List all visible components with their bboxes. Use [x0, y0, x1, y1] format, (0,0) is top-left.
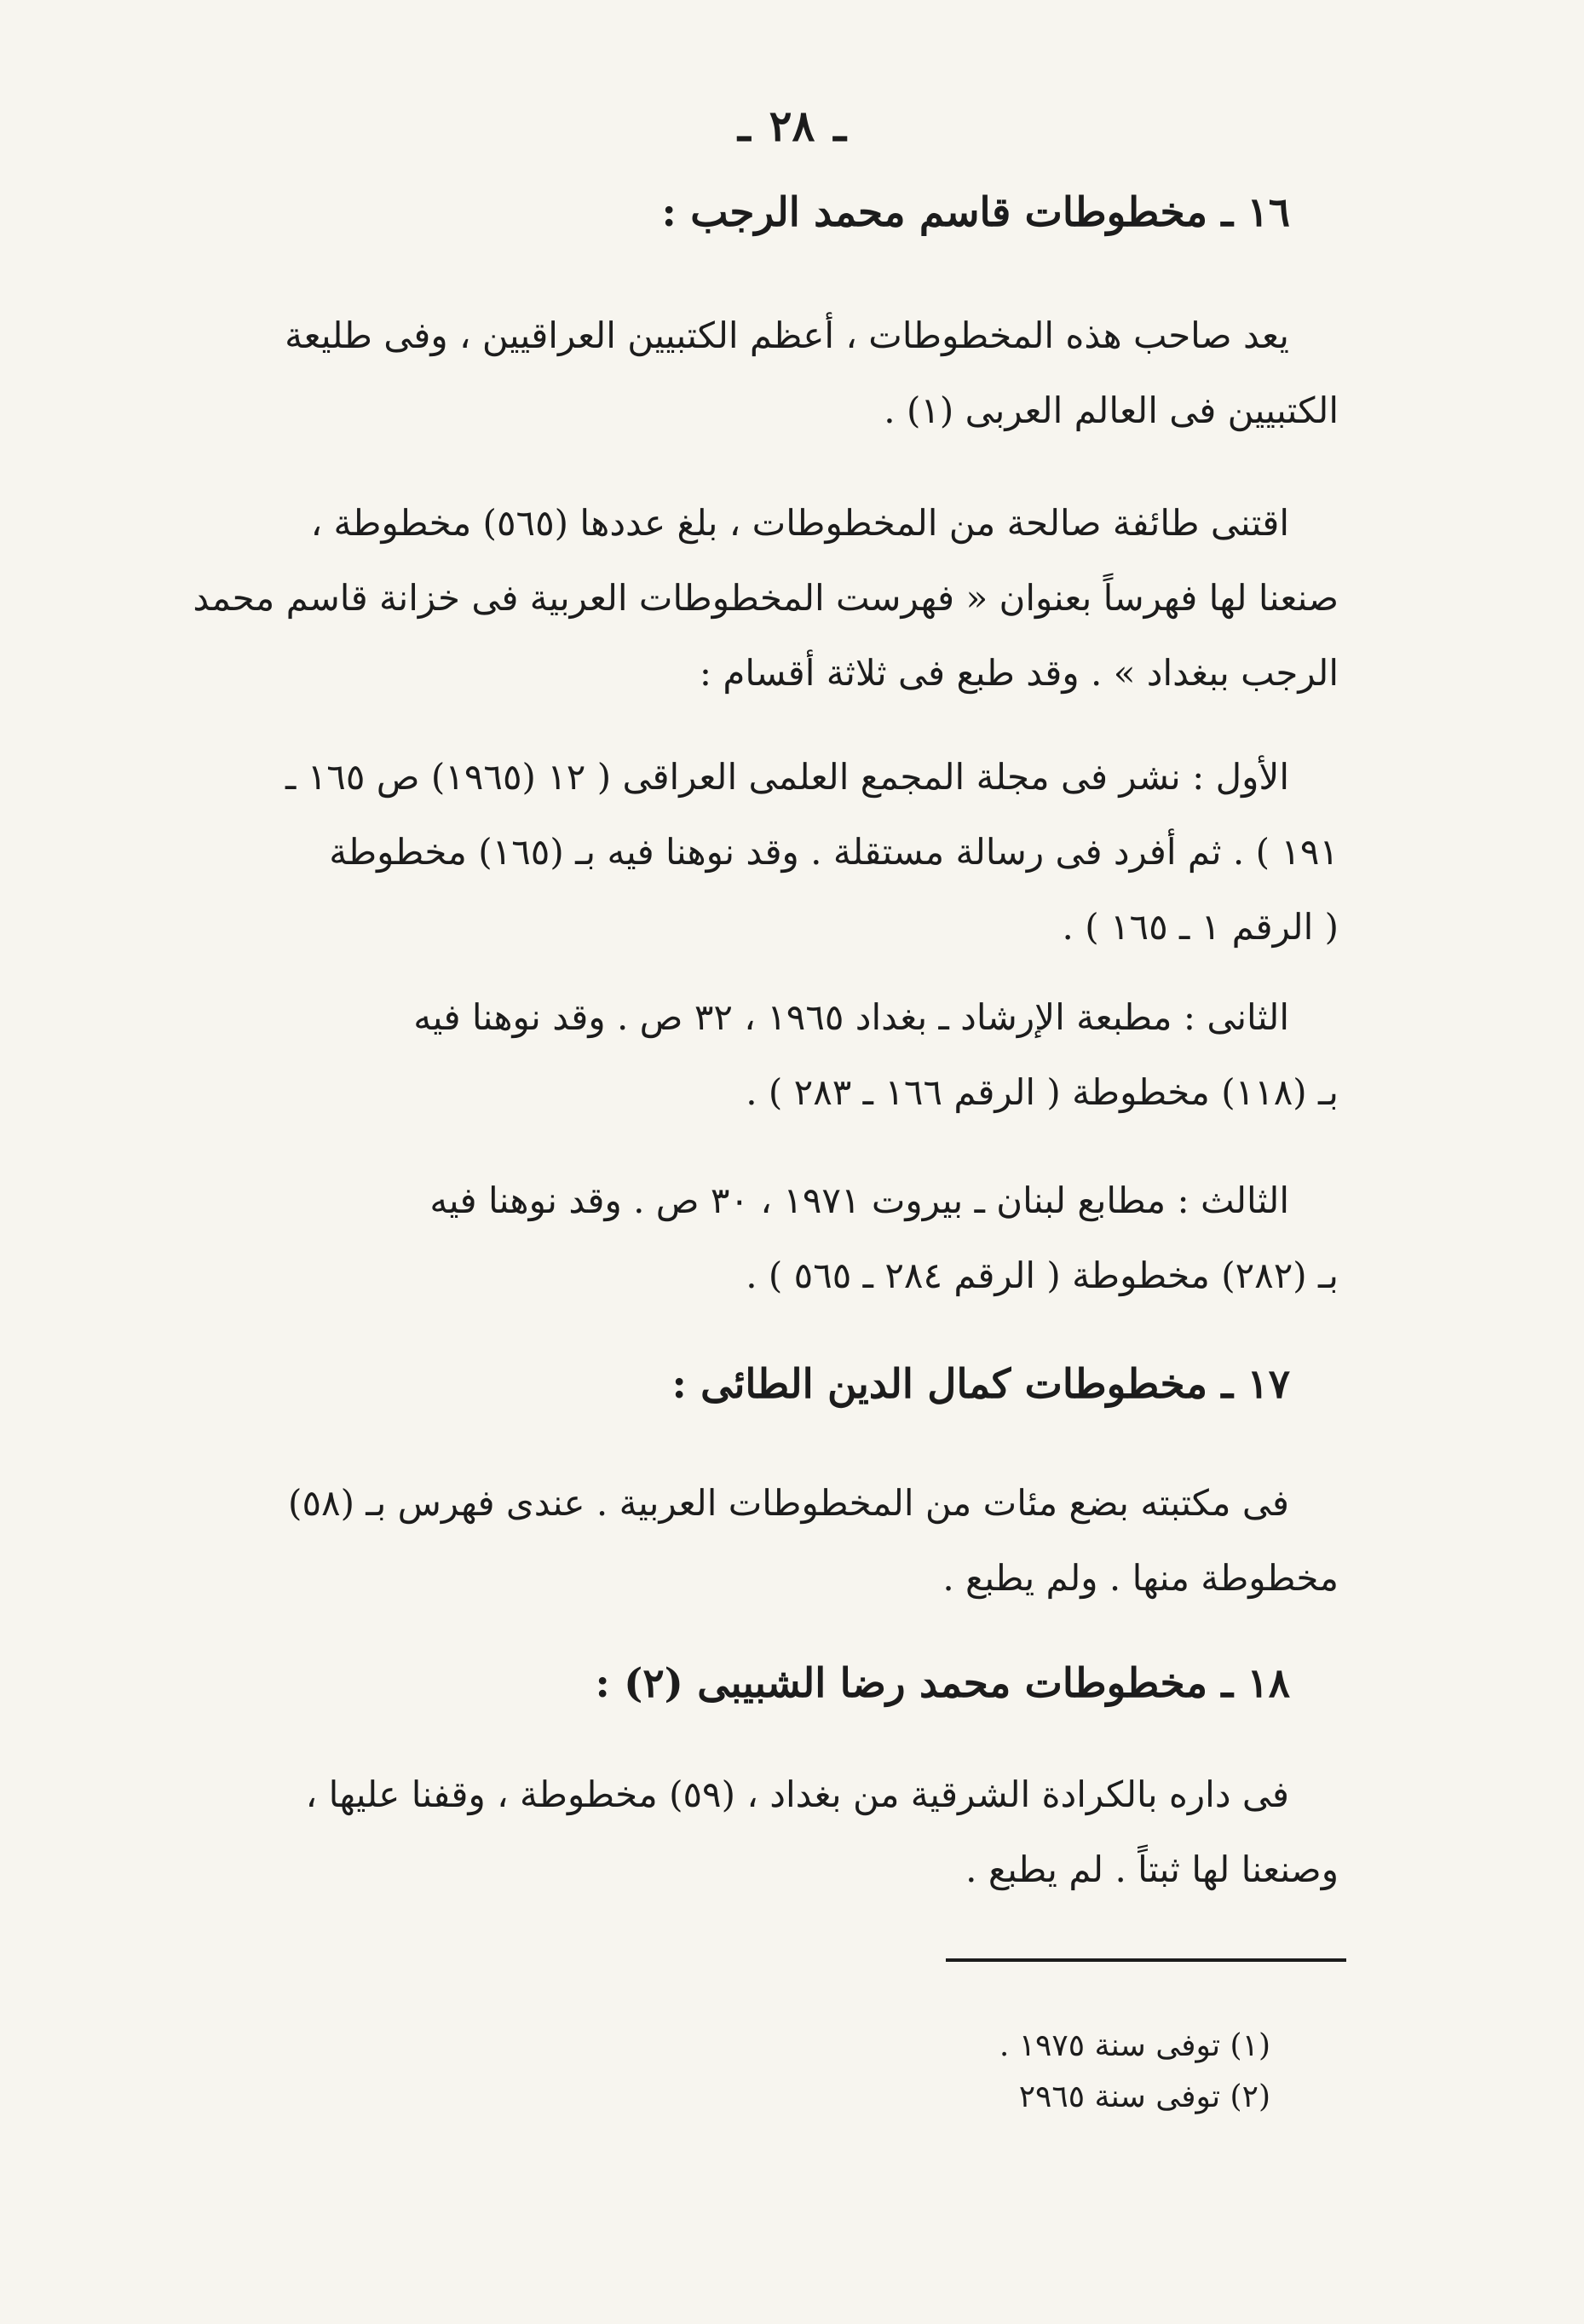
text-line: ١٩١ ) . ثم أفرد فى رسالة مستقلة . وقد نوهنا فيه بـ (١٦٥) مخطوطة	[329, 831, 1339, 873]
text-line: الأول : نشر فى مجلة المجمع العلمى العراقى ( ١٢ (١٩٦٥) ص ١٦٥ ـ	[285, 756, 1289, 798]
paragraph	[239, 980, 1339, 1130]
dash: ـ	[737, 101, 751, 151]
text-line: فى داره بالكرادة الشرقية من بغداد ، (٥٩) مخطوطة ، وقفنا عليها ،	[305, 1773, 1289, 1815]
page-number	[0, 101, 1584, 151]
text-line: مخطوطة منها . ولم يطبع .	[942, 1557, 1339, 1599]
footnote-divider	[946, 1958, 1346, 1962]
dash: ـ	[833, 101, 847, 151]
section-heading: ١٧ ـ مخطوطات كمال الدين الطائى :	[671, 1361, 1290, 1408]
text-line: يعد صاحب هذه المخطوطات ، أعظم الكتبيين العراقيين ، وفى طليعة	[285, 314, 1289, 356]
section-heading: ١٦ ـ مخطوطات قاسم محمد الرجب :	[661, 189, 1290, 236]
paragraph	[239, 1163, 1339, 1313]
text-line: فى مكتبته بضع مئات من المخطوطات العربية . عندى فهرس بـ (٥٨)	[288, 1482, 1289, 1524]
text-line: اقتنى طائفة صالحة من المخطوطات ، بلغ عددها (٥٦٥) مخطوطة ،	[310, 502, 1289, 544]
text-line: ( الرقم ١ ـ ١٦٥ ) .	[1062, 906, 1339, 948]
section-heading: ١٨ ـ مخطوطات محمد رضا الشبيبى (٢) :	[595, 1660, 1290, 1707]
text-line: وصنعنا لها ثبتاً . لم يطبع .	[965, 1848, 1339, 1890]
text-line: الثالث : مطابع لبنان ـ بيروت ١٩٧١ ، ٣٠ ص . وقد نوهنا فيه	[429, 1179, 1289, 1221]
text-line: الثانى : مطبعة الإرشاد ـ بغداد ١٩٦٥ ، ٣٢ ص . وقد نوهنا فيه	[413, 996, 1289, 1038]
paragraph	[193, 486, 1339, 711]
text-line: الكتبيين فى العالم العربى (١) .	[884, 389, 1339, 431]
paragraph	[239, 740, 1339, 965]
text-line: صنعنا لها فهرساً بعنوان « فهرست المخطوطات العربية فى خزانة قاسم محمد	[193, 577, 1339, 619]
paragraph	[239, 1757, 1339, 1907]
footnote: (١) توفى سنة ١٩٧٥ .	[999, 2028, 1270, 2063]
text-line: الرجب ببغداد » . وقد طبع فى ثلاثة أقسام :	[699, 652, 1339, 694]
page-number-value: ٢٨	[769, 101, 815, 151]
paragraph	[239, 1466, 1339, 1616]
paragraph	[239, 298, 1339, 448]
text-line: بـ (٢٨٢) مخطوطة ( الرقم ٢٨٤ ـ ٥٦٥ ) .	[746, 1254, 1339, 1296]
text-line: بـ (١١٨) مخطوطة ( الرقم ١٦٦ ـ ٢٨٣ ) .	[746, 1071, 1339, 1113]
footnote: (٢) توفى سنة ٢٩٦٥	[1018, 2079, 1270, 2114]
